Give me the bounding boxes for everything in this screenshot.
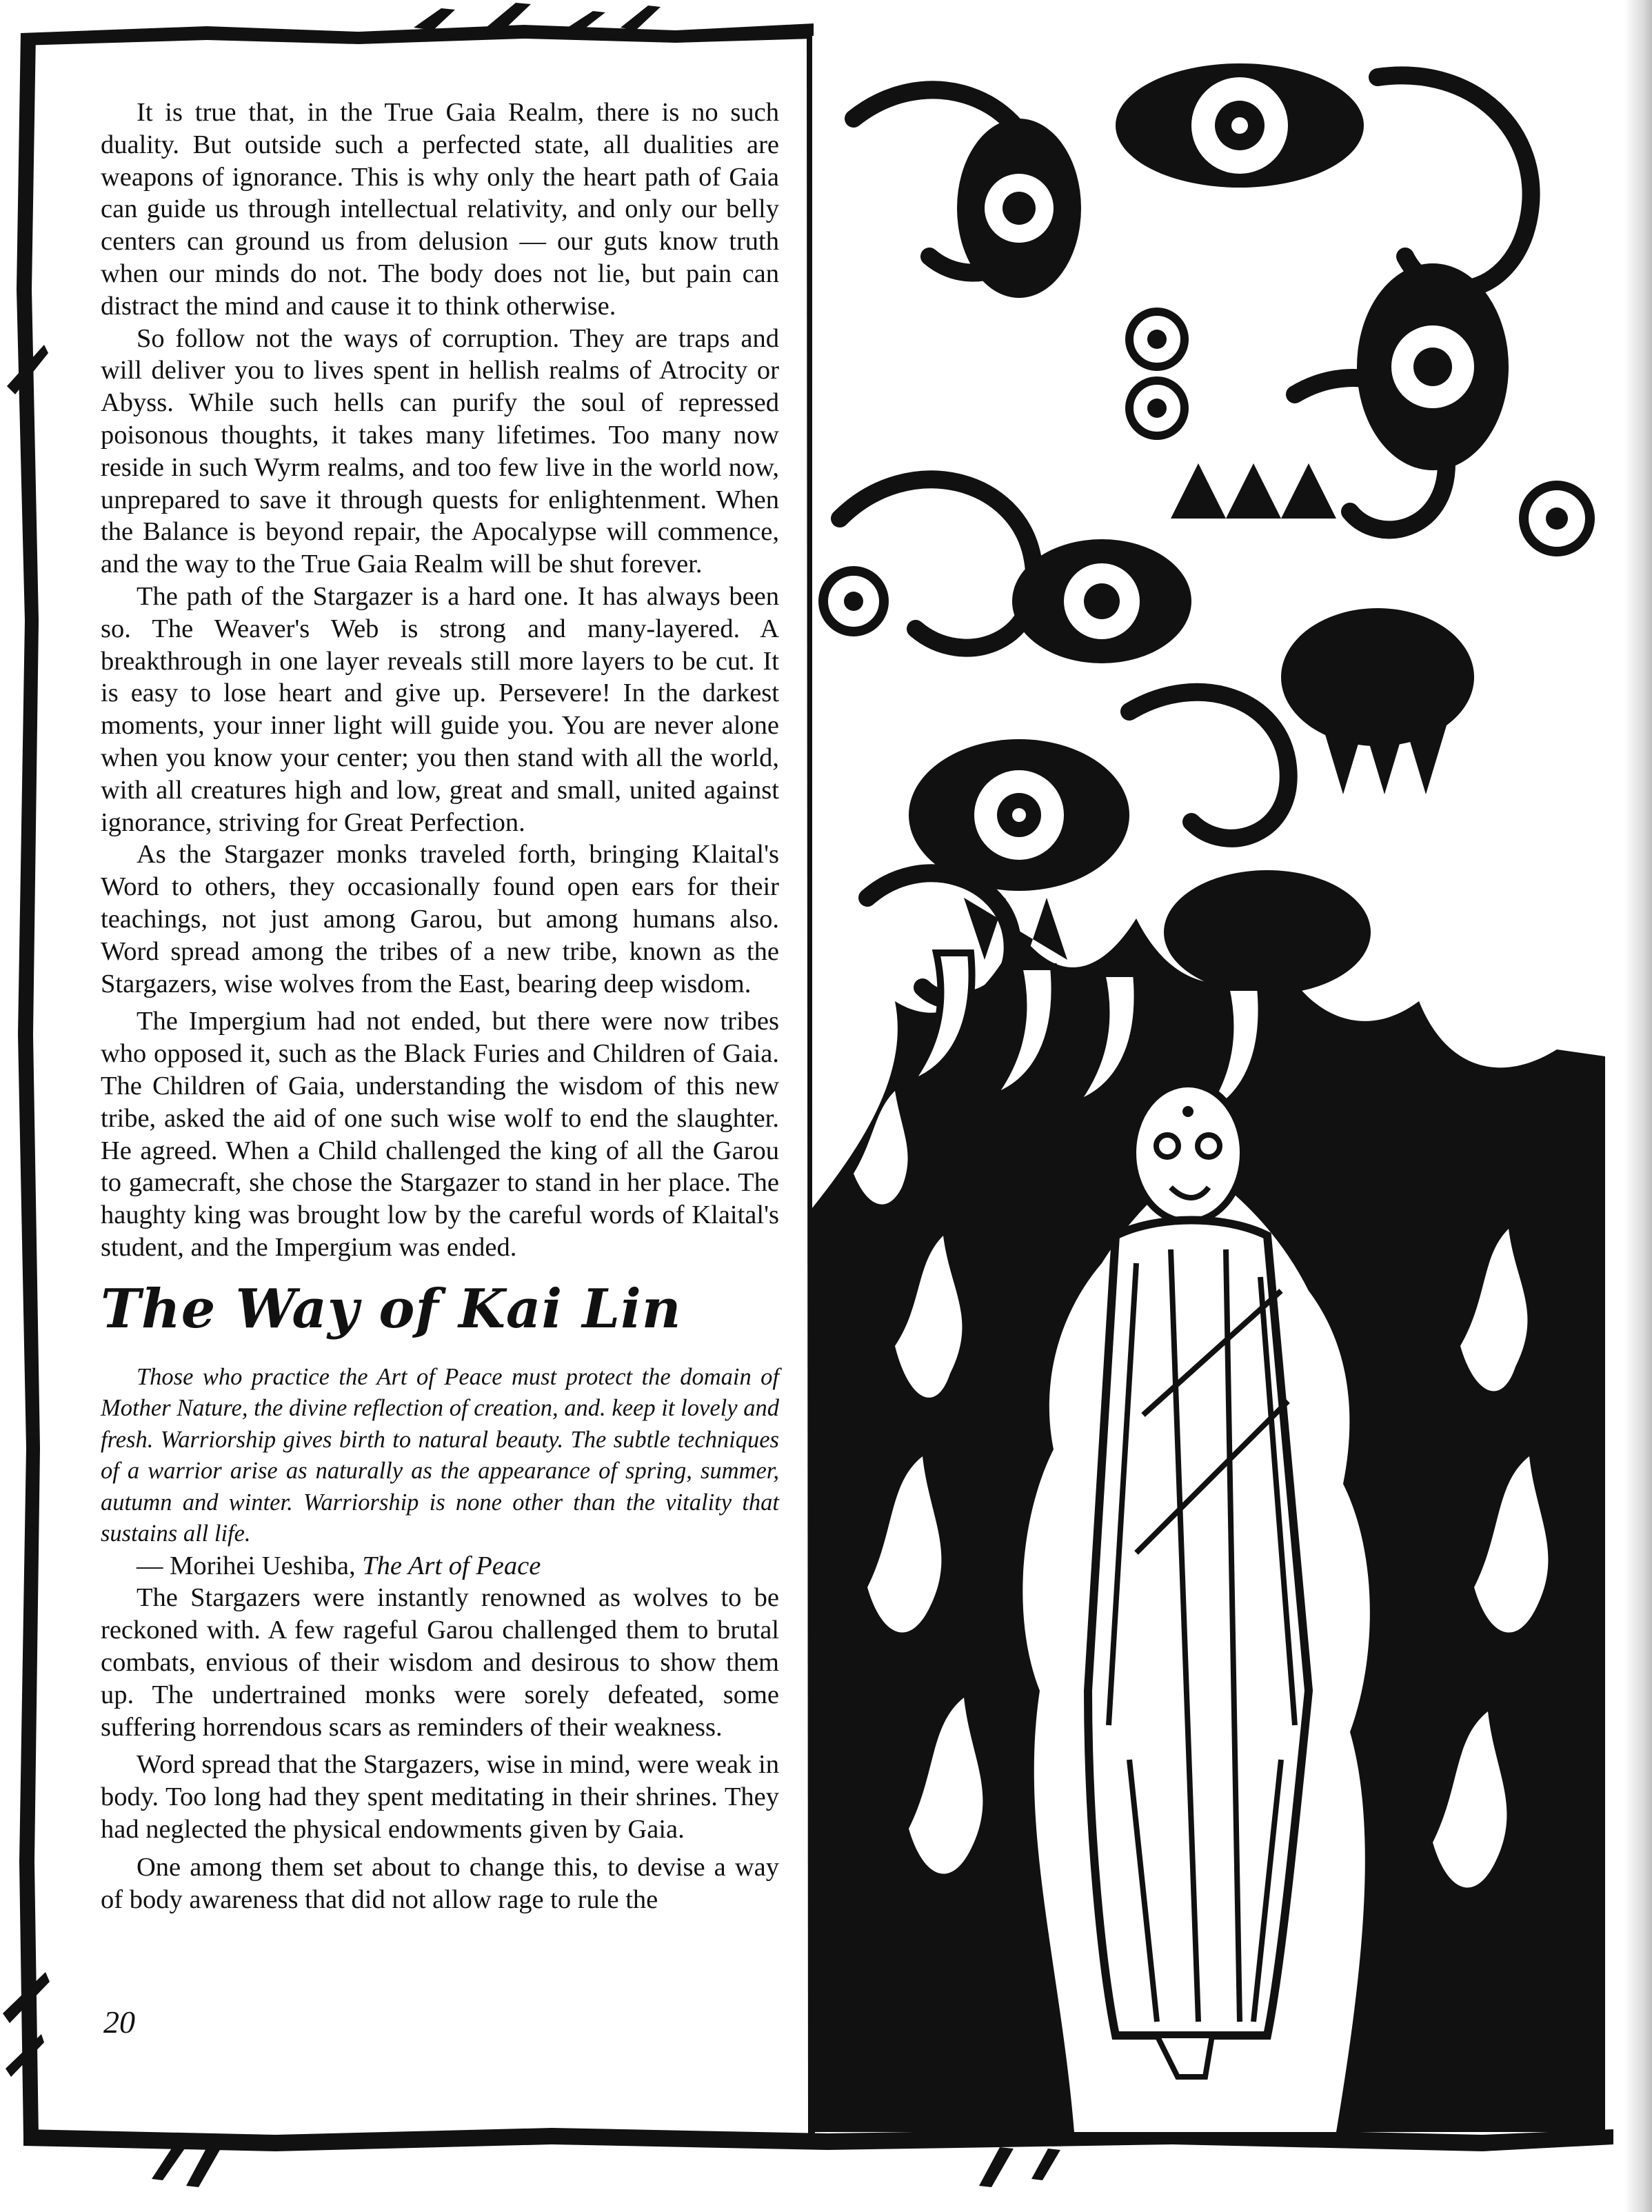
attribution-work: The Art of Peace bbox=[362, 1551, 541, 1580]
body-paragraph: So follow not the ways of corruption. They are traps and will deliver you to lives spent in hellish realms of Atrocity or Abyss. While such hells can purify the soul of repressed poisonous thoughts, it takes many lifetimes. Too many now reside in such Wyrm realms, and too few live in the world now, unprepared to save it through quests for enlightenment. When the Balance is beyond repair, the Apocalypse will commence, and the way to the True Gaia Realm will be shut forever. bbox=[101, 323, 779, 579]
body-paragraph: One among them set about to change this, to devise a way of body awareness that did not allow rage to rule the bbox=[101, 1852, 779, 1914]
epigraph-attribution bbox=[101, 1550, 779, 1582]
section-heading: The Way of Kai Lin bbox=[101, 1277, 682, 1340]
body-paragraph: It is true that, in the True Gaia Realm, there is no such duality. But outside such a perfected state, all dualities are weapons of ignorance. This is why only the heart path of Gaia can guide us through intellectual relativity, and only our belly centers can ground us from delusion — our guts know truth when our minds do not. The body does not lie, but pain can distract the mind and cause it to think otherwise. bbox=[101, 98, 779, 321]
demon-faces-and-monk-illustration bbox=[812, 36, 1605, 2132]
body-paragraph: The path of the Stargazer is a hard one. It has always been so. The Weaver's Web is strong and many-layered. A breakthrough in one layer reveals still more layers to be cut. It is easy to lose heart and give up. Persevere! In the darkest moments, your inner light will guide you. You are never alone when you know your center; you then stand with all the world, with all creatures high and low, great and small, united against ignorance, striving for Great Perfection. bbox=[101, 581, 779, 837]
epigraph-quote: Those who practice the Art of Peace must protect the domain of Mother Nature, the divine reflection of creation, and. keep it lovely and fresh. Warriorship gives birth to natural beauty. The subtle techniques of a warrior arise as naturally as the appearance of spring, summer, autumn and winter. Warriorship is none other than the vitality that sustains all life. bbox=[101, 1363, 779, 1547]
artist-signature-year: '97 bbox=[1374, 1962, 1428, 2002]
body-paragraph: As the Stargazer monks traveled forth, bringing Klaital's Word to others, they occasionally found open ears for their teachings, not just among Garou, but among humans also. Word spread among the tribes of a new tribe, known as the Stargazers, wise wolves from the East, bearing deep wisdom. bbox=[101, 840, 779, 998]
body-paragraph: Word spread that the Stargazers, wise in mind, were weak in body. Too long had they spent meditating in their shrines. They had neglected the physical endowments given by Gaia. bbox=[101, 1750, 779, 1844]
body-paragraph: The Stargazers were instantly renowned as wolves to be reckoned with. A few rageful Garou challenged them to brutal combats, envious of their wisdom and desirous to show them up. The undertrained monks were sorely defeated, some suffering horrendous scars as reminders of their weakness. bbox=[101, 1583, 779, 1742]
attribution-author: — Morihei Ueshiba, bbox=[137, 1551, 363, 1580]
article-text-column bbox=[101, 97, 779, 1916]
artist-signature: SCAR bbox=[1364, 1921, 1458, 1961]
page-number: 20 bbox=[103, 2004, 135, 2040]
body-paragraph: The Impergium had not ended, but there were now tribes who opposed it, such as the Black Furies and Children of Gaia. The Children of Gaia, understanding the wisdom of this new tribe, asked the aid of one such wise wolf to end the slaughter. He agreed. When a Child challenged the king of all the Garou to gamecraft, she chose the Stargazer to stand in her place. The haughty king was brought low by the careful words of Klaital's student, and the Impergium was ended. bbox=[101, 1007, 779, 1262]
